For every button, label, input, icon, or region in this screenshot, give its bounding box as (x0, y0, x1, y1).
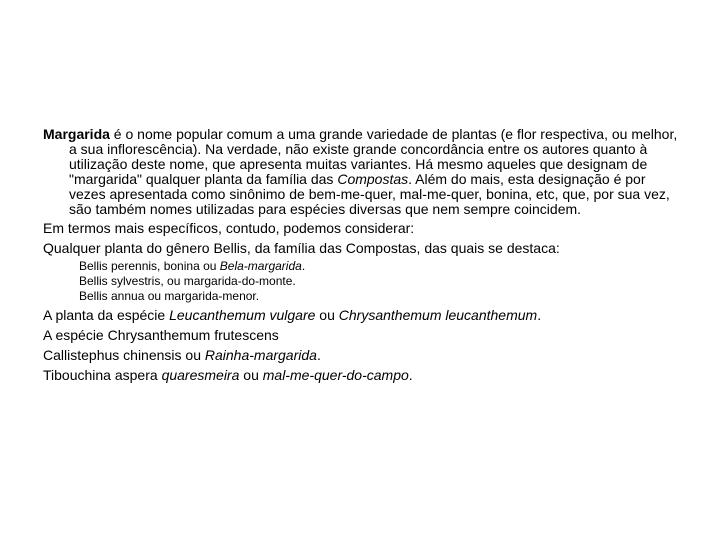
species-line (43, 328, 683, 343)
species-line (43, 368, 683, 383)
species-italic: quaresmeira (161, 367, 240, 383)
species-line (43, 348, 683, 363)
species-text: A planta da espécie (43, 307, 170, 323)
bellis-item (79, 274, 683, 289)
species-italic: Rainha-margarida (204, 347, 317, 363)
species-text: A espécie Chrysanthemum frutescens (43, 327, 279, 343)
species-text: Callistephus chinensis ou (43, 347, 205, 363)
bellis-line: Qualquer planta do gênero Bellis, da família das Compostas, das quais se destaca: (43, 240, 560, 256)
intro-text-1: é o nome popular comum a uma grande variedade de plantas (e flor respectiva, ou melhor, a sua inflorescência). Na verdade, não existe grande concordância entre os autores quanto à utilização deste nome, que apresenta muitas variantes. Há mesmo aqueles que designam de "margarida" qualquer planta da família das (69, 126, 678, 187)
species-after: . (537, 307, 542, 323)
species-after: . (408, 367, 413, 383)
intro-paragraph (43, 127, 683, 217)
intro-italic-compostas: Compostas (337, 171, 409, 187)
species-text: Tibouchina aspera (43, 367, 162, 383)
species-italic: mal-me-quer-do-campo (262, 367, 409, 383)
bellis-item (79, 259, 683, 274)
bellis-item-after: . (301, 259, 306, 273)
bellis-list (79, 259, 683, 304)
species-italic: Chrysanthemum leucanthemum (338, 307, 538, 323)
intro-term: Margarida (43, 126, 110, 142)
bellis-item-text: Bellis sylvestris, ou margarida-do-monte. (79, 274, 296, 288)
bellis-item-italic: Bela-margarida (219, 259, 302, 273)
bellis-item (79, 289, 683, 304)
slide-content (43, 127, 683, 388)
bellis-item-text: Bellis annua ou margarida-menor. (79, 289, 260, 303)
species-line (43, 308, 683, 323)
species-after: . (316, 347, 321, 363)
specific-line: Em termos mais específicos, contudo, podemos considerar: (43, 220, 415, 236)
species-mid: ou (239, 367, 263, 383)
species-mid: ou (315, 307, 339, 323)
species-italic: Leucanthemum vulgare (169, 307, 316, 323)
bellis-item-text: Bellis perennis, bonina ou (79, 259, 220, 273)
intro-text-2: . Além do mais, esta designação é por vezes apresentada como sinônimo de bem-me-quer, mal-me-quer, bonina, etc, que, por sua vez, são também nomes utilizadas para espécies diversas que nem sempre coincidem. (69, 171, 670, 217)
